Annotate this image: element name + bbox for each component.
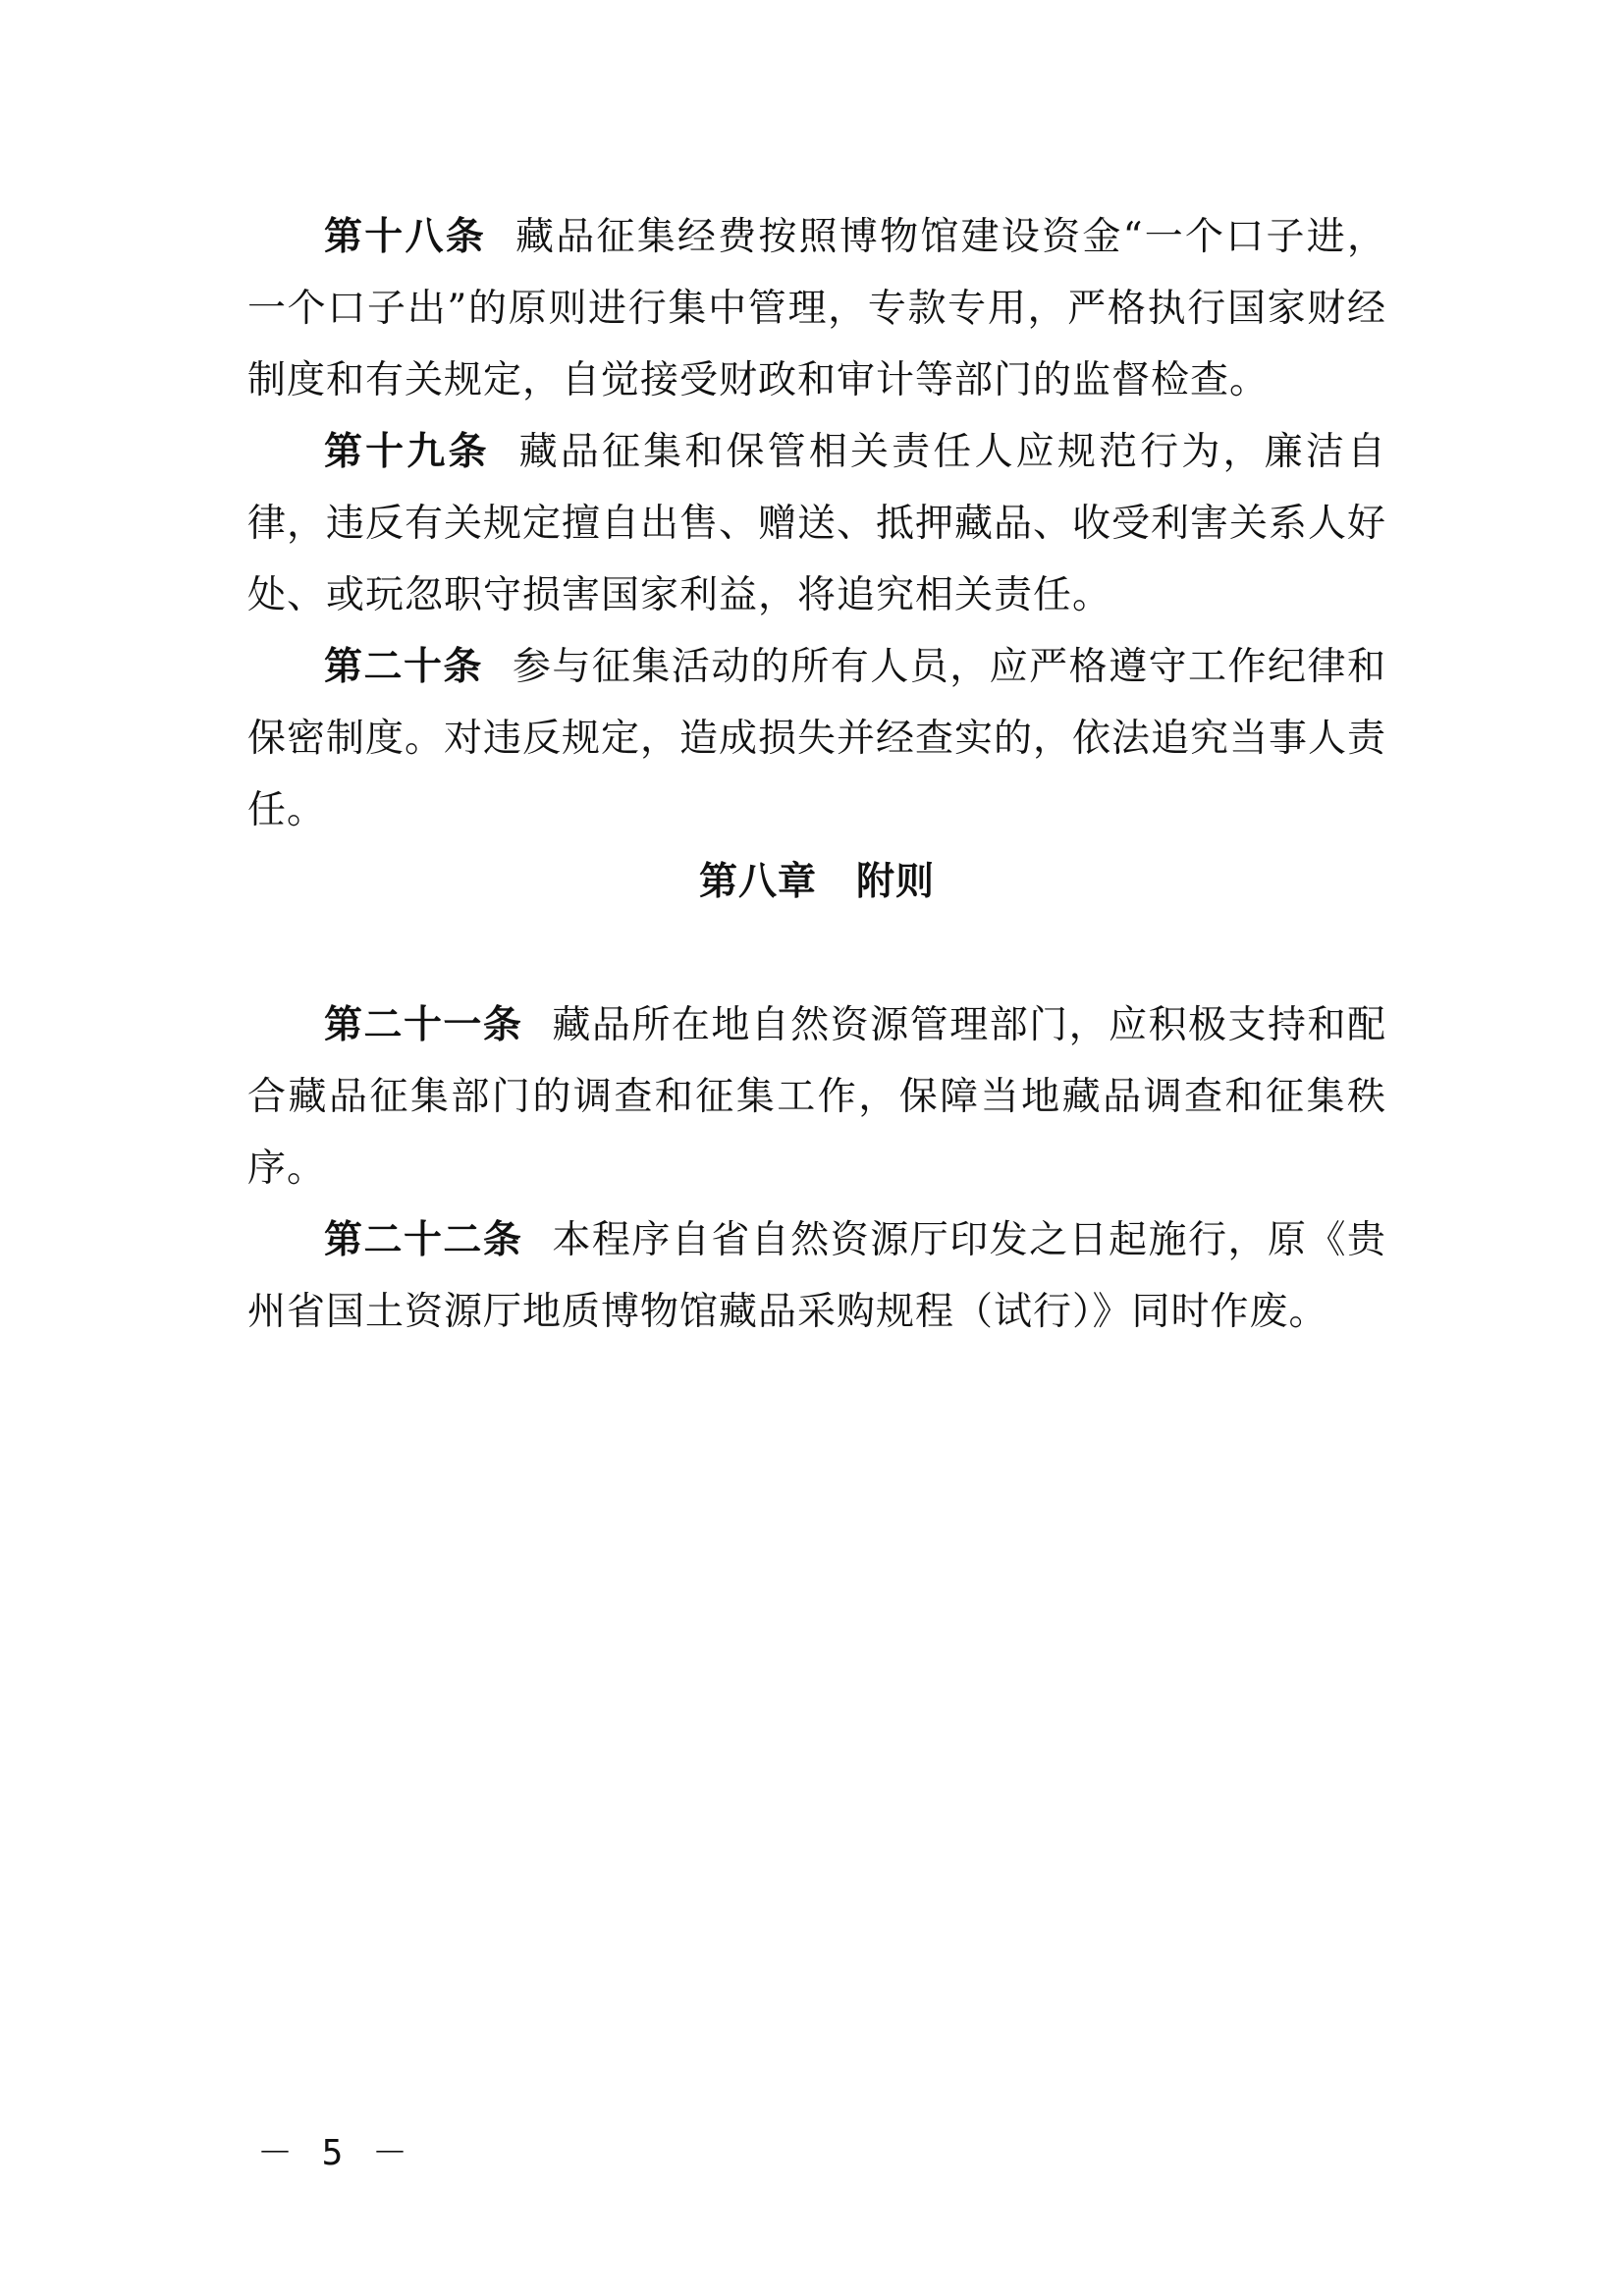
article-label: 第二十二条 [324,1218,523,1262]
article-text: 藏品征集经费按照博物馆建设资金“一个口子进，一个口子出”的原则进行集中管理，专款专用，严格执行国家财经制度和有关规定，自觉接受财政和审计等部门的监督检查。 [247,215,1386,402]
article-text: 藏品征集和保管相关责任人应规范行为，廉洁自律，违反有关规定擅自出售、赠送、抵押藏品、收受利害关系人好处、或玩忽职守损害国家利益，将追究相关责任。 [247,430,1387,617]
chapter-title: 附则 [856,860,936,904]
article-label: 第十八条 [324,215,486,259]
article-text: 参与征集活动的所有人员，应严格遵守工作纪律和保密制度。对违反规定，造成损失并经查实的，依法追究当事人责任。 [247,645,1387,832]
article-21 [247,989,1386,1204]
article-19 [247,416,1386,631]
article-label: 第二十一条 [324,1003,523,1047]
article-18 [247,201,1386,416]
page-number: － 5 － [257,2133,412,2173]
article-text: 本程序自省自然资源厅印发之日起施行，原《贵州省国土资源厅地质博物馆藏品采购规程（试行）》同时作废。 [247,1218,1386,1334]
article-20 [247,631,1386,846]
article-text: 藏品所在地自然资源管理部门，应积极支持和配合藏品征集部门的调查和征集工作，保障当地藏品调查和征集秩序。 [247,1003,1386,1191]
document-page [247,201,1386,1348]
article-22 [247,1204,1386,1348]
chapter-number: 第八章 [698,860,817,904]
article-label: 第二十条 [324,645,483,689]
article-label: 第十九条 [324,430,490,474]
chapter-heading [247,846,1386,918]
